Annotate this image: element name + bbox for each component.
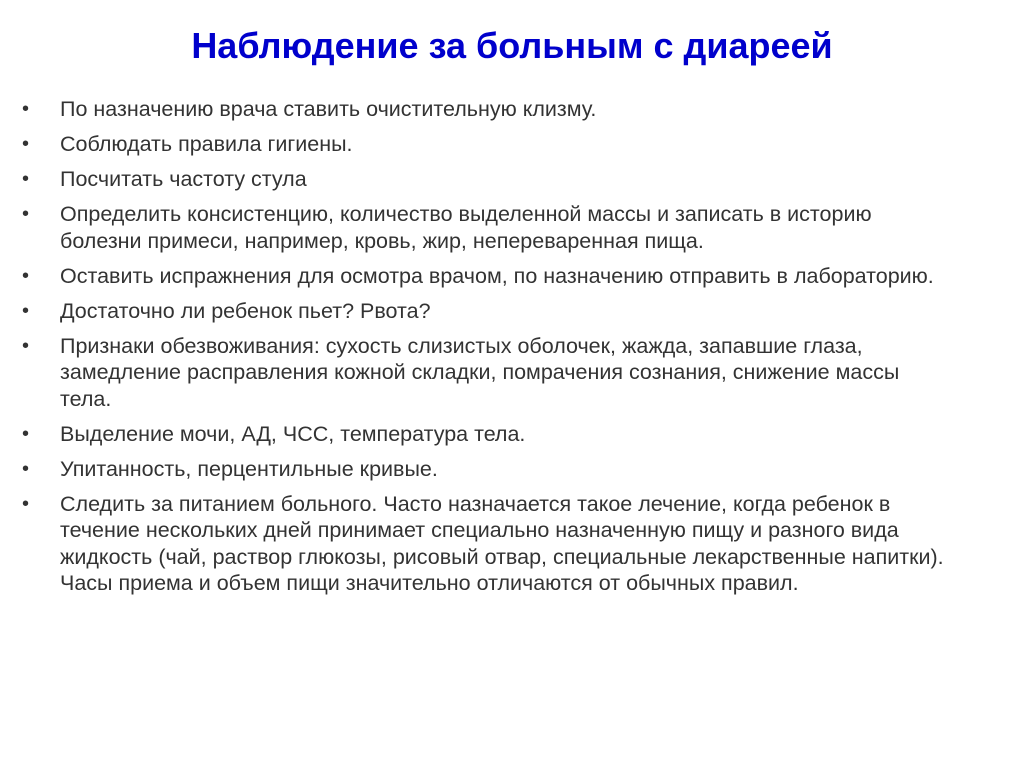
bullet-icon: • xyxy=(22,422,30,445)
bullet-item xyxy=(22,421,952,448)
bullet-text: Соблюдать правила гигиены. xyxy=(60,132,353,156)
bullet-item xyxy=(22,166,952,193)
slide-title: Наблюдение за больным с диареей xyxy=(191,25,833,66)
bullet-icon: • xyxy=(22,168,30,190)
bullet-icon: • xyxy=(22,299,30,322)
bullet-text: Достаточно ли ребенок пьет? Рвота? xyxy=(60,298,431,323)
bullet-text: Выделение мочи, АД, ЧСС, температура тела. xyxy=(60,421,526,446)
bullet-text: По назначению врача ставить очистительную клизму. xyxy=(60,97,597,121)
bullet-item xyxy=(22,131,952,158)
bullet-text: Определить консистенцию, количество выделенной массы и записать в историю болезни примеси, например, кровь, жир, непереваренная пища. xyxy=(60,202,872,253)
bullet-text: Признаки обезвоживания: сухость слизистых оболочек, жажда, запавшие глаза, замедление расправления кожной складки, помрачения сознания, снижение массы тела. xyxy=(60,333,900,411)
bullet-item xyxy=(22,263,952,290)
bullet-item xyxy=(22,298,952,325)
bullet-text: Оставить испражнения для осмотра врачом, по назначению отправить в лабораторию. xyxy=(60,263,934,288)
bullet-item xyxy=(22,456,952,483)
bullet-icon: • xyxy=(22,334,30,357)
bullet-text: Следить за питанием больного. Часто назначается такое лечение, когда ребенок в течение нескольких дней принимает специально назначенную пищу и разного вида жидкость (чай, раствор глюкозы, рисовый отвар, специальные лекарственные напитки). Часы приема и объем пищи значительно отличаются от обычных правил. xyxy=(60,491,944,595)
bullet-item xyxy=(22,491,952,597)
bullet-icon: • xyxy=(22,203,30,225)
bullet-icon: • xyxy=(22,133,30,155)
bullet-icon: • xyxy=(22,98,30,120)
bullet-icon: • xyxy=(22,492,30,515)
bullet-item xyxy=(22,201,952,254)
bullet-item xyxy=(22,333,952,413)
bullet-text: Упитанность, перцентильные кривые. xyxy=(60,456,438,481)
bullet-list xyxy=(22,96,952,605)
bullet-text: Посчитать частоту стула xyxy=(60,167,307,191)
bullet-icon: • xyxy=(22,264,30,287)
bullet-icon: • xyxy=(22,457,30,480)
bullet-item xyxy=(22,96,952,123)
